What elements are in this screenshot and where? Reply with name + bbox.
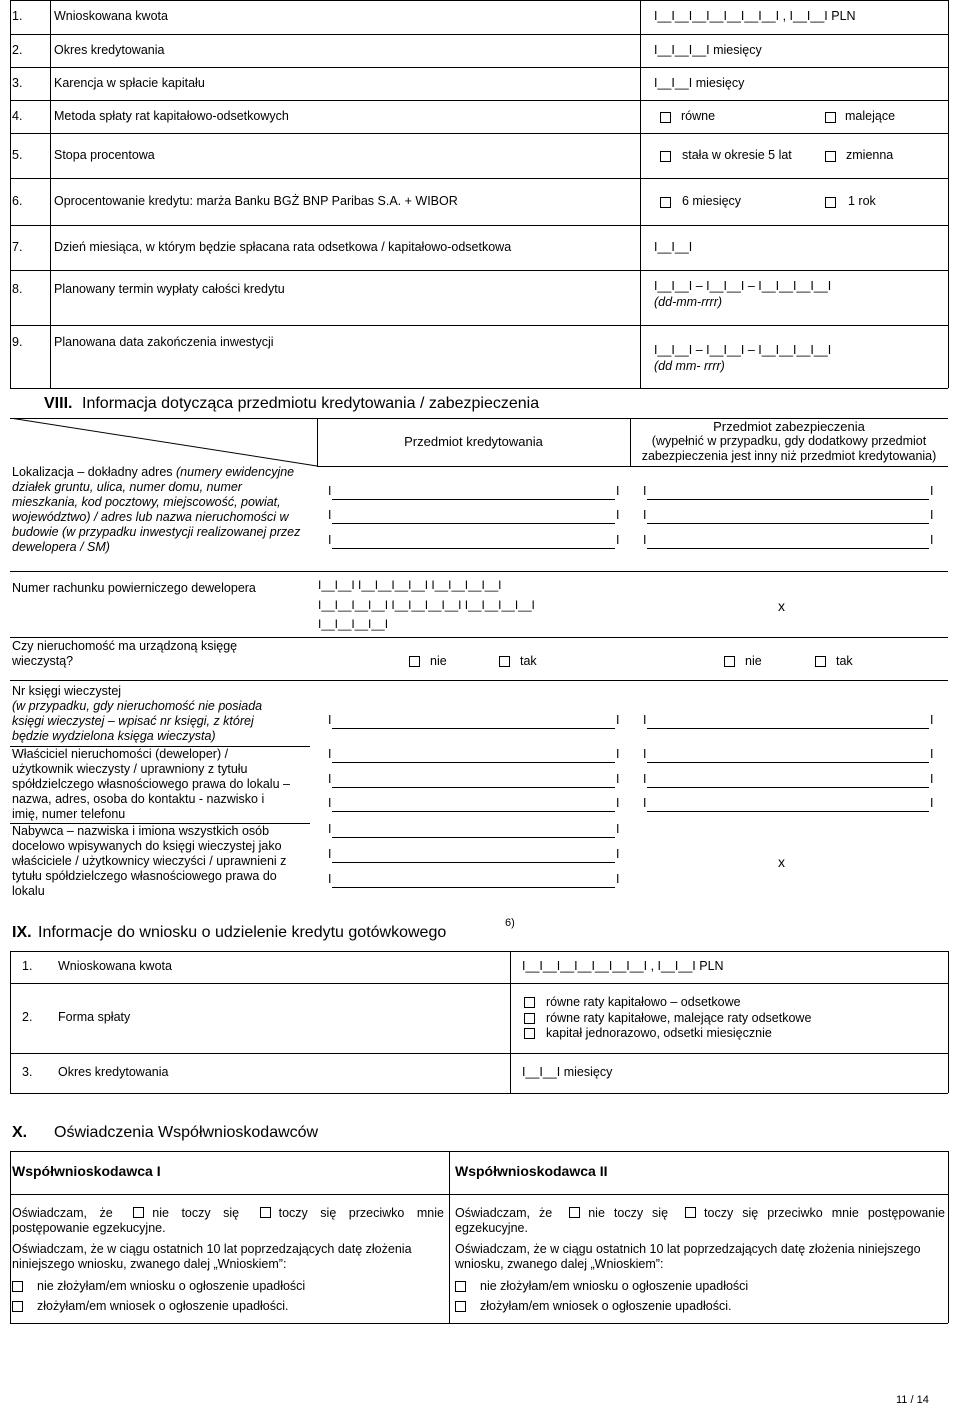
section-viii-title: Informacja dotycząca przedmiotu kredytowania / zabezpieczenia [82, 395, 540, 412]
field-underline [647, 762, 929, 763]
option-1-label: stała w okresie 5 lat [682, 148, 792, 162]
co-applicant-2-enforcement-declaration [455, 1206, 945, 1236]
row-label: Planowana data zakończenia inwestycji [54, 335, 274, 349]
field-underline [647, 787, 929, 788]
field-underline [332, 762, 615, 763]
row-label: Planowany termin wypłaty całości kredytu [54, 282, 285, 296]
co-applicant-1-bankruptcy-label: złożyłam/em wniosek o ogłoszenie upadłości. [37, 1299, 289, 1313]
buyer-label: Nabywca – nazwiska i imiona wszystkich osób docelowo wpisywanych do księgi wieczystej jako właściciele / użytkownicy wieczyści / uprawnieni z tytułu spółdzielczego własnościowego prawa do lokalu [12, 824, 287, 898]
co-applicant-2-bankruptcy-label: złożyłam/em wniosek o ogłoszenie upadłości. [480, 1299, 732, 1313]
repayment-option-checkbox[interactable] [524, 1013, 535, 1024]
row-number: 1. [12, 9, 23, 23]
land-register-security-yes-label: tak [836, 654, 853, 668]
collateral-header-credit: Przedmiot kredytowania [404, 434, 543, 449]
ix-row-input-field[interactable]: I__I__I__I__I__I__I__I , I__I__I PLN [522, 959, 724, 973]
field-bar-left: I [643, 747, 647, 761]
option-2-label: zmienna [846, 148, 894, 162]
field-bar-left: I [643, 796, 647, 810]
collateral-header-security: Przedmiot zabezpieczenia [713, 419, 865, 434]
location-security-field-3[interactable] [643, 533, 935, 549]
option-1-label: równe [681, 109, 716, 123]
field-bar-right: I [930, 796, 934, 810]
escrow-account-field-1[interactable]: I__I__I I__I__I__I__I I__I__I__I__I [318, 578, 502, 592]
co-applicant-1-title: Współwnioskodawca I [12, 1163, 161, 1179]
field-underline [647, 548, 929, 549]
field-bar-right: I [616, 772, 620, 786]
repayment-option-label: równe raty kapitałowe, malejące raty odsetkowe [546, 1010, 812, 1025]
declaration-prefix: Oświadczam, że [12, 1206, 113, 1220]
field-bar-left: I [643, 508, 647, 522]
owner-credit-field-3[interactable] [328, 796, 621, 812]
land-register-credit-no-checkbox[interactable] [409, 656, 420, 667]
section-x-title: Oświadczenia Współwnioskodawców [54, 1124, 319, 1141]
location-label-block [12, 465, 302, 555]
escrow-account-label: Numer rachunku powierniczego dewelopera [12, 581, 256, 595]
declaration-prefix: Oświadczam, że [455, 1206, 553, 1220]
row-number: 5. [12, 148, 23, 162]
field-bar-right: I [930, 772, 934, 786]
not-pending-label: nie toczy się [152, 1206, 240, 1220]
collateral-header-security-note: (wypełnić w przypadku, gdy dodatkowy przedmiot zabezpieczenia jest inny niż przedmiot kredytowania) [641, 434, 937, 463]
land-register-number-block [12, 684, 287, 744]
row-input-field[interactable]: I__I__I [654, 240, 693, 254]
ix-row-number: 2. [22, 1010, 33, 1024]
owner-label: Właściciel nieruchomości (deweloper) / użytkownik wieczysty / uprawniony z tytułu spółdzielczego własnościowego prawa do lokalu – nazwa, adres, osoba do kontaktu - nazwisko i imię, numer telefonu [12, 747, 290, 821]
field-bar-left: I [328, 772, 332, 786]
row-number: 9. [12, 335, 23, 349]
field-bar-left: I [328, 747, 332, 761]
row-label: Stopa procentowa [54, 148, 155, 162]
field-underline [647, 728, 929, 729]
field-bar-right: I [616, 872, 620, 886]
co-applicant-2-ten-year-declaration: Oświadczam, że w ciągu ostatnich 10 lat poprzedzających datę złożenia niniejszego wniosku, zwanego dalej „Wnioskiem”: [455, 1242, 921, 1271]
land-register-security-no-label: nie [745, 654, 762, 668]
co-applicant-2-bankruptcy-checkbox[interactable] [455, 1301, 466, 1312]
co-applicant-1-ten-year-declaration: Oświadczam, że w ciągu ostatnich 10 lat poprzedzających datę złożenia niniejszego wniosku, zwanego dalej „Wnioskiem”: [12, 1242, 412, 1271]
buyer-not-applicable-mark: x [778, 854, 785, 870]
field-underline [332, 728, 615, 729]
field-underline [332, 837, 615, 838]
land-register-security-no-checkbox[interactable] [724, 656, 735, 667]
field-bar-left: I [328, 713, 332, 727]
option-1-label: 6 miesięcy [682, 194, 742, 208]
co-applicant-1-enforcement-declaration [12, 1206, 444, 1236]
escrow-account-field-3[interactable]: I__I__I__I__I [318, 617, 389, 631]
field-bar-left: I [328, 872, 332, 886]
not-applicable-mark: x [778, 598, 785, 614]
repayment-option-label: równe raty kapitałowo – odsetkowe [546, 995, 741, 1009]
location-security-field-1[interactable] [643, 484, 935, 500]
field-bar-right: I [616, 484, 620, 498]
row-number: 4. [12, 109, 23, 123]
land-register-question: Czy nieruchomość ma urządzoną księgę wieczystą? [12, 639, 238, 668]
not-pending-checkbox[interactable] [133, 1207, 144, 1218]
field-bar-left: I [643, 713, 647, 727]
field-underline [647, 499, 929, 500]
field-bar-left: I [328, 484, 332, 498]
field-bar-right: I [616, 508, 620, 522]
ix-row-number: 3. [22, 1065, 33, 1079]
ix-row-input-field[interactable]: I__I__I miesięcy [522, 1065, 613, 1079]
row-label: Oprocentowanie kredytu: marża Banku BGŻ BNP Paribas S.A. + WIBOR [54, 194, 458, 208]
location-credit-field-1[interactable] [328, 484, 621, 500]
row-input-field[interactable]: I__I__I miesięcy [654, 76, 745, 90]
field-underline [647, 811, 929, 812]
ix-row-label: Okres kredytowania [58, 1065, 169, 1079]
field-bar-left: I [328, 533, 332, 547]
field-underline [332, 887, 615, 888]
field-underline [332, 499, 615, 500]
land-register-number-hint: (w przypadku, gdy nieruchomość nie posiada księgi wieczystej – wpisać nr księgi, z której będzie wydzielona księga wieczysta) [12, 699, 263, 743]
field-bar-left: I [328, 822, 332, 836]
repayment-option-checkbox[interactable] [524, 997, 535, 1008]
pending-checkbox[interactable] [260, 1207, 271, 1218]
row-number: 3. [12, 76, 23, 90]
field-underline [332, 523, 615, 524]
section-ix-title: Informacje do wniosku o udzielenie kredytu gotówkowego [38, 924, 447, 941]
option-2-label: 1 rok [848, 194, 876, 208]
land-register-number-label: Nr księgi wieczystej [12, 684, 122, 698]
co-applicant-1-no-bankruptcy-label: nie złożyłam/em wniosku o ogłoszenie upadłości [37, 1279, 306, 1293]
row-number: 8. [12, 282, 23, 296]
land-register-credit-yes-checkbox[interactable] [499, 656, 510, 667]
section-ix-footnote: 6) [505, 917, 515, 929]
section-viii-number: VIII. [44, 395, 73, 412]
row-label: Wnioskowana kwota [54, 9, 168, 23]
field-bar-right: I [616, 713, 620, 727]
row-number: 6. [12, 194, 23, 208]
row-label: Karencja w spłacie kapitału [54, 76, 205, 90]
owner-security-field-2[interactable] [643, 772, 935, 788]
row-label: Dzień miesiąca, w którym będzie spłacana rata odsetkowa / kapitałowo-odsetkowa [54, 240, 512, 254]
land-register-number-security-field[interactable] [643, 713, 935, 729]
field-bar-right: I [616, 533, 620, 547]
row-number: 7. [12, 240, 23, 254]
row-label: Okres kredytowania [54, 43, 165, 57]
location-security-field-2[interactable] [643, 508, 935, 524]
section-x-number: X. [12, 1124, 28, 1141]
land-register-credit-yes-label: tak [520, 654, 537, 668]
row-label: Metoda spłaty rat kapitałowo-odsetkowych [54, 109, 289, 123]
escrow-account-field-2[interactable]: I__I__I__I__I I__I__I__I__I I__I__I__I__I [318, 598, 535, 612]
co-applicant-1-no-bankruptcy-checkbox[interactable] [12, 1281, 23, 1292]
row-format-hint: (dd mm- rrrr) [654, 359, 725, 373]
not-pending-label: nie toczy się [588, 1206, 669, 1220]
option-1-checkbox[interactable] [660, 112, 671, 123]
location-credit-field-2[interactable] [328, 508, 621, 524]
field-underline [332, 787, 615, 788]
co-applicant-2-no-bankruptcy-label: nie złożyłam/em wniosku o ogłoszenie upadłości [480, 1279, 749, 1293]
field-bar-right: I [616, 747, 620, 761]
header-diagonal-line [10, 418, 318, 467]
not-pending-checkbox[interactable] [569, 1207, 580, 1218]
co-applicant-1-bankruptcy-checkbox[interactable] [12, 1301, 23, 1312]
row-format-hint: (dd-mm-rrrr) [654, 295, 723, 309]
field-underline [332, 811, 615, 812]
row-input-field[interactable]: I__I__I__I miesięcy [654, 43, 762, 57]
owner-credit-field-2[interactable] [328, 772, 621, 788]
field-bar-right: I [930, 747, 934, 761]
ix-row-label: Wnioskowana kwota [58, 959, 172, 973]
field-underline [647, 523, 929, 524]
field-bar-left: I [643, 772, 647, 786]
option-2-checkbox[interactable] [825, 112, 836, 123]
page-number: 11 / 14 [896, 1394, 929, 1406]
option-2-checkbox[interactable] [825, 151, 836, 162]
field-bar-right: I [616, 796, 620, 810]
location-label: Lokalizacja – dokładny adres [12, 465, 173, 479]
buyer-credit-field-1[interactable] [328, 822, 621, 838]
owner-credit-field-1[interactable] [328, 747, 621, 763]
option-1-checkbox[interactable] [660, 197, 671, 208]
field-bar-left: I [328, 796, 332, 810]
field-bar-left: I [643, 533, 647, 547]
field-bar-right: I [930, 533, 934, 547]
option-1-checkbox[interactable] [660, 151, 671, 162]
owner-security-field-1[interactable] [643, 747, 935, 763]
co-applicant-2-no-bankruptcy-checkbox[interactable] [455, 1281, 466, 1292]
location-credit-field-3[interactable] [328, 533, 621, 549]
field-underline [332, 862, 615, 863]
land-register-credit-no-label: nie [430, 654, 447, 668]
row-input-field[interactable]: I__I__I – I__I__I – I__I__I__I__I [654, 343, 832, 357]
field-bar-left: I [328, 847, 332, 861]
repayment-option-label: kapitał jednorazowo, odsetki miesięcznie [546, 1026, 772, 1040]
co-applicant-2-title: Współwnioskodawca II [455, 1163, 608, 1179]
land-register-security-yes-checkbox[interactable] [815, 656, 826, 667]
option-2-label: malejące [845, 109, 896, 123]
option-2-checkbox[interactable] [825, 197, 836, 208]
field-bar-right: I [616, 822, 620, 836]
location-hint: (numery ewidencyjne działek gruntu, ulica, numer domu, numer mieszkania, kod pocztowy, miejscowość, powiat, województwo) / adres lub nazwa nieruchomości w budowie (w przypadku inwestycji realizowanej przez dewelopera / SM) [12, 465, 301, 554]
row-input-field[interactable]: I__I__I__I__I__I__I__I , I__I__I PLN [654, 9, 856, 23]
section-ix-number: IX. [12, 924, 32, 941]
ix-row-label: Forma spłaty [58, 1010, 131, 1024]
field-underline [332, 548, 615, 549]
field-bar-right: I [930, 713, 934, 727]
buyer-credit-field-3[interactable] [328, 872, 621, 888]
owner-security-field-3[interactable] [643, 796, 935, 812]
field-bar-right: I [930, 484, 934, 498]
pending-label: toczy się przeciwko mnie postępowanie egzekucyjne. [455, 1206, 945, 1235]
buyer-credit-field-2[interactable] [328, 847, 621, 863]
ix-row-number: 1. [22, 959, 33, 973]
field-bar-left: I [643, 484, 647, 498]
row-input-field[interactable]: I__I__I – I__I__I – I__I__I__I__I [654, 279, 832, 293]
pending-checkbox[interactable] [685, 1207, 696, 1218]
field-bar-left: I [328, 508, 332, 522]
land-register-number-credit-field[interactable] [328, 713, 621, 729]
row-number: 2. [12, 43, 23, 57]
field-bar-right: I [930, 508, 934, 522]
field-bar-right: I [616, 847, 620, 861]
pending-label: toczy się przeciwko mnie postępowanie egzekucyjne. [12, 1206, 444, 1235]
repayment-option-checkbox[interactable] [524, 1028, 535, 1039]
